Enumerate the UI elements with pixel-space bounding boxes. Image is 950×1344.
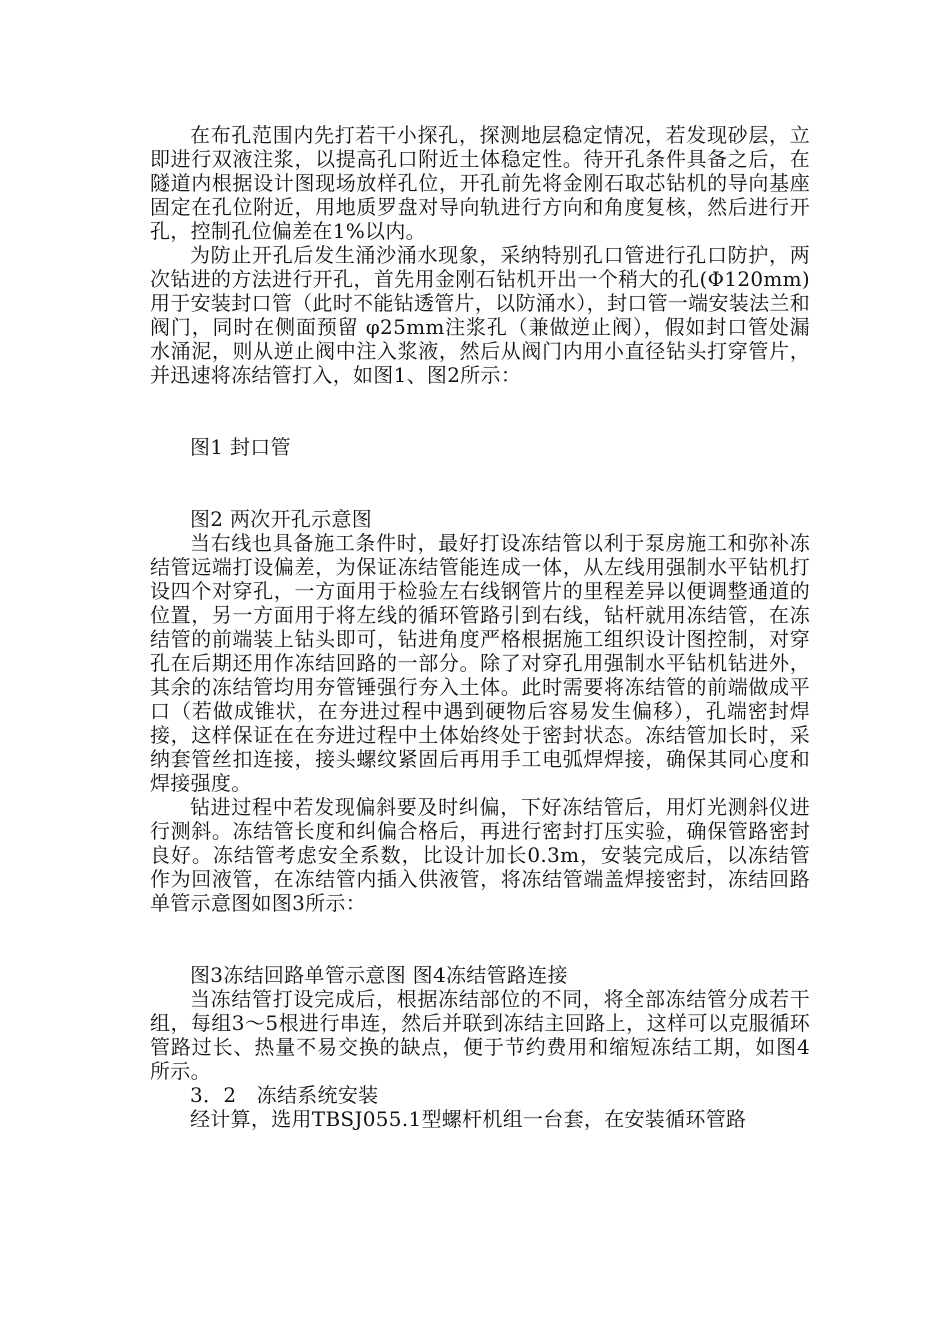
figure-2-caption: 图2 两次开孔示意图 (190, 507, 373, 531)
paragraph-freezing-pipe-drilling: 当右线也具备施工条件时，最好打设冻结管以利于泵房施工和弥补冻结管远端打设偏差，为保证冻结管能连成一体，从左线用强制水平钻机打设四个对穿孔，一方面用于检验左右线钢管片的里程差异以便调整通道的位置，另一方面用于将左线的循环管路引到右线，钻杆就用冻结管，在冻结管的前端装上钻头即可，钻进角度严格根据施工组织设计图控制，对穿孔在后期还用作冻结回路的一部分。除了对穿孔用强制水平钻机钻进外，其余的冻结管均用夯管锤强行夯入土体。此时需要将冻结管的前端做成平口（若做成锥状，在夯进过程中遇到硬物后容易发生偏移），孔端密封焊接，这样保证在在夯进过程中土体始终处于密封状态。冻结管加长时，采纳套管丝扣连接，接头螺纹紧固后再用手工电弧焊焊接，确保其同心度和焊接强度。 (150, 531, 810, 795)
figure-3-4-caption: 图3冻结回路单管示意图 图4冻结管路连接 (190, 963, 568, 987)
paragraph-orifice-protection: 为防止开孔后发生涌沙涌水现象，采纳特别孔口管进行孔口防护，两次钻进的方法进行开孔，首先用金刚石钻机开出一个稍大的孔(Φ120mm)用于安装封口管（此时不能钻透管片，以防涌水），封口管一端安装法兰和阀门，同时在侧面预留 φ25mm注浆孔（兼做逆止阀），假如封口管处漏水涌泥，则从逆止阀中注入浆液，然后从阀门内用小直径钻头打穿管片，并迅速将冻结管打入，如图1、图2所示： (150, 243, 810, 387)
paragraph-unit-selection: 经计算，选用TBSJ055.1型螺杆机组一台套，在安装循环管路 (190, 1107, 747, 1131)
paragraph-probe-holes: 在布孔范围内先打若干小探孔，探测地层稳定情况，若发现砂层，立即进行双液注浆，以提高孔口附近土体稳定性。待开孔条件具备之后，在隧道内根据设计图现场放样孔位，开孔前先将金刚石取芯钻机的导向基座固定在孔位附近，用地质罗盘对导向轨进行方向和角度复核，然后进行开孔，控制孔位偏差在1%以内。 (150, 123, 810, 243)
document-body (150, 123, 810, 1131)
figure-1-caption: 图1 封口管 (190, 435, 291, 459)
figure-1-placeholder (150, 387, 810, 435)
paragraph-pipe-grouping: 当冻结管打设完成后，根据冻结部位的不同，将全部冻结管分成若干组，每组3～5根进行串连，然后并联到冻结主回路上，这样可以克服循环管路过长、热量不易交换的缺点，便于节约费用和缩短冻结工期，如图4所示。 (150, 987, 810, 1083)
figure-3-4-placeholder (150, 915, 810, 963)
figure-2-placeholder (150, 459, 810, 507)
section-heading: 3．2 冻结系统安装 (190, 1083, 379, 1107)
paragraph-deviation-correction: 钻进过程中若发现偏斜要及时纠偏，下好冻结管后，用灯光测斜仪进行测斜。冻结管长度和纠偏合格后，再进行密封打压实验，确保管路密封良好。冻结管考虑安全系数，比设计加长0.3m，安装完成后，以冻结管作为回液管，在冻结管内插入供液管，将冻结管端盖焊接密封，冻结回路单管示意图如图3所示： (150, 795, 810, 915)
